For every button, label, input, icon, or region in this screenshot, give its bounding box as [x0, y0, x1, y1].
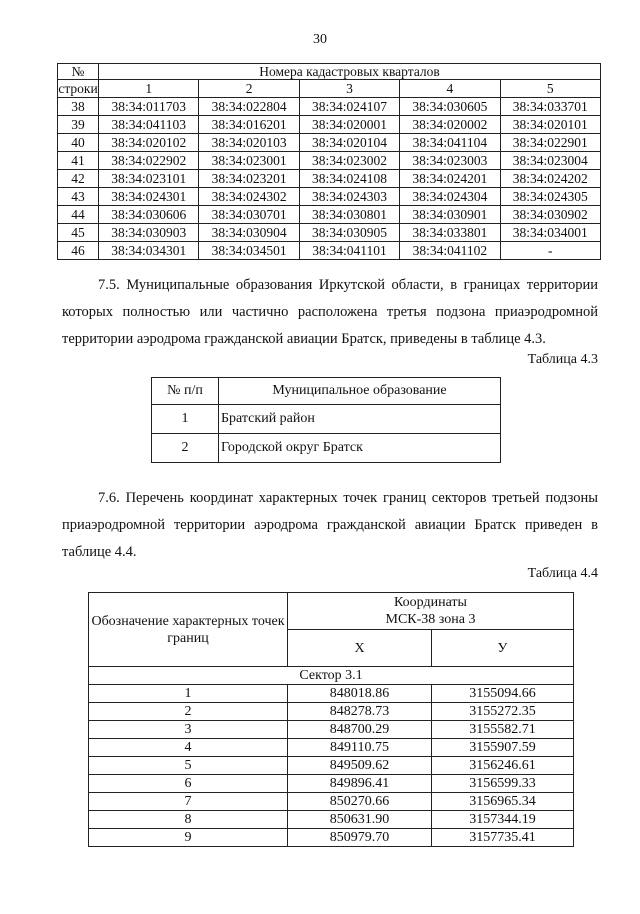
cadastral-table-body — [58, 98, 601, 260]
cadastral-number-cell: 38:34:041101 — [299, 242, 399, 260]
table-4-4-col-point: Обозначение характерных точек границ — [89, 593, 288, 667]
cadastral-number-cell: 38:34:024303 — [299, 188, 399, 206]
table-row — [89, 703, 574, 721]
cadastral-number-cell: 38:34:022902 — [99, 152, 199, 170]
page-number: 30 — [313, 32, 327, 47]
row-number: 38 — [58, 98, 99, 116]
cadastral-quarters-table — [57, 63, 601, 260]
cadastral-number-cell: 38:34:030605 — [400, 98, 500, 116]
table-row — [152, 405, 501, 434]
cadastral-number-cell: 38:34:020001 — [299, 116, 399, 134]
cadastral-number-cell: 38:34:030905 — [299, 224, 399, 242]
cadastral-number-cell: 38:34:024202 — [500, 170, 600, 188]
cadastral-number-cell: 38:34:030902 — [500, 206, 600, 224]
point-label: 4 — [89, 739, 288, 757]
cadastral-number-cell: 38:34:034301 — [99, 242, 199, 260]
table-row — [89, 757, 574, 775]
cadastral-number-cell: 38:34:041104 — [400, 134, 500, 152]
cadastral-number-cell: 38:34:022804 — [199, 98, 299, 116]
cadastral-number-cell: 38:34:030901 — [400, 206, 500, 224]
table-4-3-caption: Таблица 4.3 — [527, 352, 598, 367]
coord-y: 3157735.41 — [432, 829, 574, 847]
col-header: 3 — [299, 80, 399, 98]
coord-y: 3155582.71 — [432, 721, 574, 739]
coord-y: 3156965.34 — [432, 793, 574, 811]
col-header: 4 — [400, 80, 500, 98]
table-row — [89, 775, 574, 793]
row-number: 45 — [58, 224, 99, 242]
cadastral-number-cell: 38:34:024301 — [99, 188, 199, 206]
table-4-3-col-name: Муниципальное образование — [219, 378, 501, 405]
section-7-6-paragraph — [62, 485, 598, 566]
cadastral-number-cell: 38:34:023201 — [199, 170, 299, 188]
cadastral-number-cell: 38:34:033801 — [400, 224, 500, 242]
cadastral-number-cell: 38:34:030904 — [199, 224, 299, 242]
row-number: 44 — [58, 206, 99, 224]
table-row — [89, 721, 574, 739]
row-number: 46 — [58, 242, 99, 260]
col-header: 5 — [500, 80, 600, 98]
row-number: 39 — [58, 116, 99, 134]
table-row — [58, 116, 601, 134]
row-number: 40 — [58, 134, 99, 152]
col-no-header-line2: строки — [58, 81, 98, 96]
point-label: 3 — [89, 721, 288, 739]
table-row — [58, 134, 601, 152]
coord-y: 3155272.35 — [432, 703, 574, 721]
table-row — [89, 829, 574, 847]
coord-x: 849110.75 — [288, 739, 432, 757]
cadastral-number-cell: 38:34:024302 — [199, 188, 299, 206]
table-4-3 — [151, 377, 501, 463]
point-label: 2 — [89, 703, 288, 721]
coord-y: 3155094.66 — [432, 685, 574, 703]
cadastral-number-cell: 38:34:023001 — [199, 152, 299, 170]
cadastral-number-cell: 38:34:023004 — [500, 152, 600, 170]
table-row — [89, 685, 574, 703]
cadastral-number-cell: 38:34:024304 — [400, 188, 500, 206]
cadastral-number-cell: 38:34:020104 — [299, 134, 399, 152]
row-no: 2 — [152, 434, 219, 463]
row-number: 42 — [58, 170, 99, 188]
coord-y: 3157344.19 — [432, 811, 574, 829]
cadastral-number-cell: 38:34:030701 — [199, 206, 299, 224]
col-header: 2 — [199, 80, 299, 98]
cadastral-number-cell: 38:34:034001 — [500, 224, 600, 242]
table-row — [58, 170, 601, 188]
point-label: 5 — [89, 757, 288, 775]
cadastral-number-cell: 38:34:023002 — [299, 152, 399, 170]
table-row — [58, 224, 601, 242]
table-row — [58, 98, 601, 116]
cadastral-number-cell: 38:34:030606 — [99, 206, 199, 224]
coord-x: 850631.90 — [288, 811, 432, 829]
cadastral-number-cell: 38:34:034501 — [199, 242, 299, 260]
table-row — [58, 206, 601, 224]
point-label: 9 — [89, 829, 288, 847]
cadastral-number-cell: 38:34:023003 — [400, 152, 500, 170]
coord-x: 850270.66 — [288, 793, 432, 811]
cadastral-number-cell: 38:34:020002 — [400, 116, 500, 134]
table-row — [152, 434, 501, 463]
section-7-5-text: 7.5. Муниципальные образования Иркутской области, в границах территории которых полностью или частично расположена третья подзона приаэродромной территории аэродрома гражданской авиации Братск, приведены в таблице 4.3. — [62, 277, 598, 347]
cadastral-number-cell: 38:34:024107 — [299, 98, 399, 116]
col-no-header-line1: № — [58, 64, 99, 80]
table-4-4-caption: Таблица 4.4 — [527, 566, 598, 581]
table-4-4 — [88, 592, 574, 847]
coords-header-line1: Координаты — [394, 595, 467, 610]
cadastral-number-cell: 38:34:041102 — [400, 242, 500, 260]
coord-x: 849896.41 — [288, 775, 432, 793]
cadastral-number-cell: 38:34:020102 — [99, 134, 199, 152]
table-4-4-body — [89, 685, 574, 847]
cadastral-number-cell: 38:34:024108 — [299, 170, 399, 188]
table-row — [89, 793, 574, 811]
section-7-5-paragraph — [62, 272, 598, 353]
table-4-4-col-x: X — [288, 630, 432, 667]
row-no: 1 — [152, 405, 219, 434]
cadastral-number-cell: 38:34:020103 — [199, 134, 299, 152]
coord-x: 850979.70 — [288, 829, 432, 847]
cadastral-number-cell: 38:34:024305 — [500, 188, 600, 206]
col-header: 1 — [99, 80, 199, 98]
table-4-3-col-no: № п/п — [152, 378, 219, 405]
coord-x: 848278.73 — [288, 703, 432, 721]
section-7-6-text: 7.6. Перечень координат характерных точек границ секторов третьей подзоны приаэродромной территории аэродрома гражданской авиации Братск приведен в таблице 4.4. — [62, 490, 598, 560]
cadastral-number-cell: 38:34:016201 — [199, 116, 299, 134]
cadastral-number-cell: 38:34:022901 — [500, 134, 600, 152]
cadastral-number-cell: 38:34:024201 — [400, 170, 500, 188]
coord-x: 848700.29 — [288, 721, 432, 739]
coord-y: 3156599.33 — [432, 775, 574, 793]
cadastral-number-cell: 38:34:041103 — [99, 116, 199, 134]
cadastral-number-cell: 38:34:023101 — [99, 170, 199, 188]
coord-x: 849509.62 — [288, 757, 432, 775]
municipality-name: Городской округ Братск — [219, 434, 501, 463]
cadastral-number-cell: - — [500, 242, 600, 260]
point-label: 8 — [89, 811, 288, 829]
coord-x: 848018.86 — [288, 685, 432, 703]
table-row — [89, 739, 574, 757]
row-number: 43 — [58, 188, 99, 206]
cadastral-number-cell: 38:34:020101 — [500, 116, 600, 134]
table-row — [89, 811, 574, 829]
table-4-4-col-coords — [288, 593, 574, 630]
table-row — [58, 188, 601, 206]
cadastral-number-cell: 38:34:033701 — [500, 98, 600, 116]
point-label: 7 — [89, 793, 288, 811]
sector-label: Сектор 3.1 — [89, 667, 574, 685]
coords-header-line2: МСК-38 зона 3 — [385, 612, 476, 627]
cadastral-number-cell: 38:34:030903 — [99, 224, 199, 242]
table-row — [58, 242, 601, 260]
row-number: 41 — [58, 152, 99, 170]
point-label: 6 — [89, 775, 288, 793]
cadastral-number-cell: 38:34:030801 — [299, 206, 399, 224]
coord-y: 3155907.59 — [432, 739, 574, 757]
table-row — [58, 152, 601, 170]
table-4-4-col-y: У — [432, 630, 574, 667]
municipality-name: Братский район — [219, 405, 501, 434]
point-label: 1 — [89, 685, 288, 703]
cadastral-group-header: Номера кадастровых кварталов — [99, 64, 601, 80]
coord-y: 3156246.61 — [432, 757, 574, 775]
cadastral-number-cell: 38:34:011703 — [99, 98, 199, 116]
